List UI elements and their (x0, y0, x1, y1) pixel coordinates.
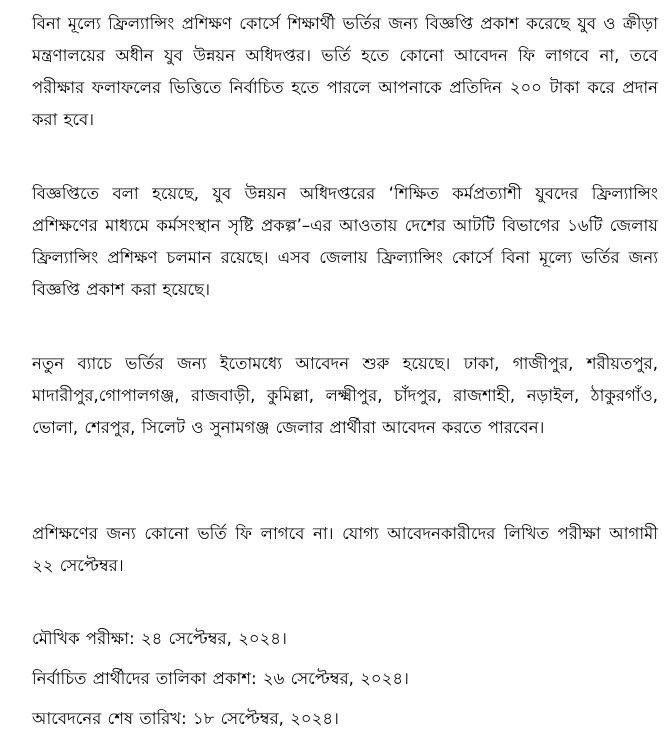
application-deadline-line: আবেদনের শেষ তারিখ: ১৮ সেপ্টেম্বর, ২০২৪। (32, 709, 339, 728)
paragraph-intro: বিনা মূল্যে ফ্রিল্যান্সিং প্রশিক্ষণ কোর্সে শিক্ষার্থী ভর্তির জন্য বিজ্ঞপ্তি প্রকাশ করেছে যুব ও ক্রীড়া মন্ত্রণালয়ের অধীন যুব উন্নয়ন অধিদপ্তর। ভর্তি হতে কোনো আবেদন ফি লাগবে না, তবে পরীক্ষার ফলাফলের ভিত্তিতে নির্বাচিত হতে পারলে আপনাকে প্রতিদিন ২০০ টাকা করে প্রদান করা হবে। (32, 14, 658, 129)
viva-date-line: মৌখিক পরীক্ষা: ২৪ সেপ্টেম্বর, ২০২৪। (32, 629, 287, 648)
result-publish-date-line: নির্বাচিত প্রার্থীদের তালিকা প্রকাশ: ২৬ সেপ্টেম্বর, ২০২৪। (32, 669, 409, 688)
paragraph-eligible-districts: নতুন ব্যাচে ভর্তির জন্য ইতোমধ্যে আবেদন শুরু হয়েছে। ঢাকা, গাজীপুর, শরীয়তপুর, মাদারীপুর,গোপালগঞ্জ, রাজবাড়ী, কুমিল্লা, লক্ষ্মীপুর, চাঁদপুর, রাজশাহী, নড়াইল, ঠাকুরগাঁও, ভোলা, শেরপুর, সিলেট ও সুনামগঞ্জ জেলার প্রার্থীরা আবেদন করতে পারবেন। (32, 354, 658, 437)
paragraph-project-details: বিজ্ঞপ্তিতে বলা হয়েছে, যুব উন্নয়ন অধিদপ্তরের ‘শিক্ষিত কর্মপ্রত্যাশী যুবদের ফ্রিল্যান্সিং প্রশিক্ষণের মাধ্যমে কর্মসংস্থান সৃষ্টি প্রকল্প’–এর আওতায় দেশের আটটি বিভাগের ১৬টি জেলায় ফ্রিল্যান্সিং প্রশিক্ষণ চলমান রয়েছে। এসব জেলায় ফ্রিল্যান্সিং কোর্সে বিনা মূল্যে ভর্তির জন্য বিজ্ঞপ্তি প্রকাশ করা হয়েছে। (32, 184, 658, 299)
paragraph-admission-fee: প্রশিক্ষণের জন্য কোনো ভর্তি ফি লাগবে না। যোগ্য আবেদনকারীদের লিখিত পরীক্ষা আগামী ২২ সেপ্টেম্বর। (32, 524, 658, 575)
